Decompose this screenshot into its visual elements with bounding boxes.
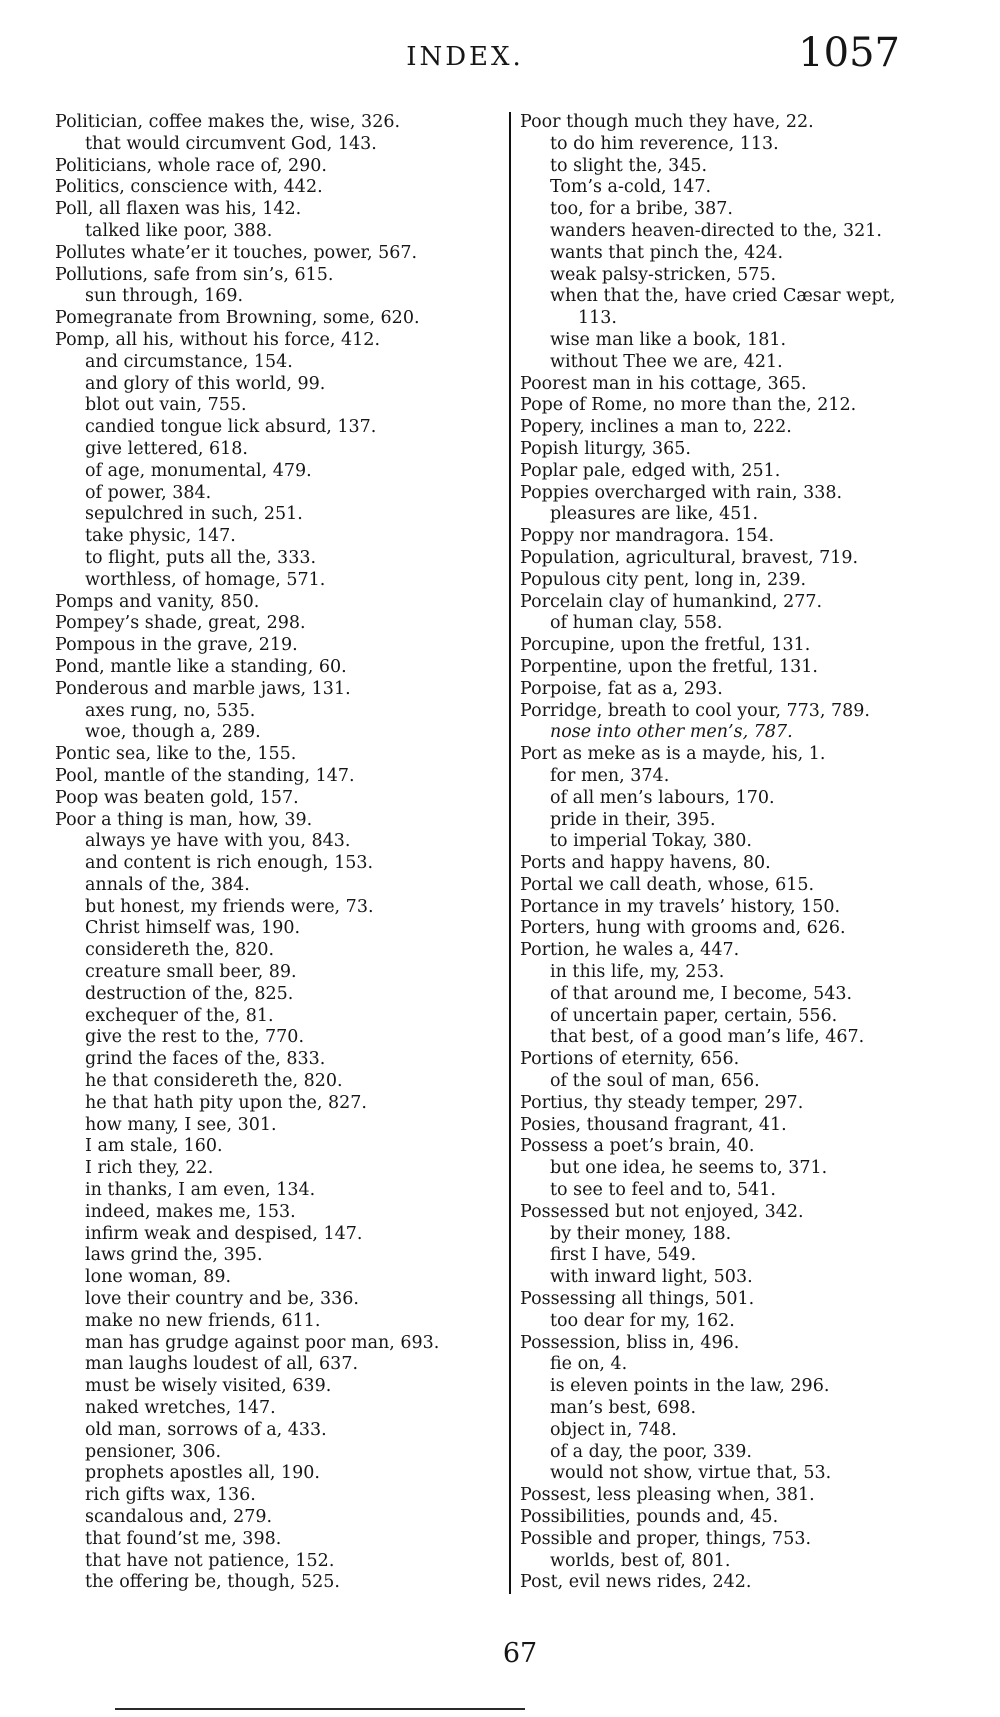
index-entry: and glory of this world, 99. bbox=[85, 373, 326, 394]
index-entry: take physic, 147. bbox=[85, 526, 236, 547]
index-entry: destruction of the, 825. bbox=[85, 983, 294, 1004]
index-entry: with inward light, 503. bbox=[550, 1267, 753, 1288]
index-entry: Populous city pent, long in, 239. bbox=[520, 569, 807, 590]
index-entry: old man, sorrows of a, 433. bbox=[85, 1419, 327, 1440]
index-entry: wise man like a book, 181. bbox=[550, 329, 787, 350]
index-entry: man has grudge against poor man, 693. bbox=[85, 1332, 440, 1353]
index-entry: Poop was beaten gold, 157. bbox=[55, 787, 299, 808]
index-entry: nose into other men’s, 787. bbox=[550, 722, 793, 743]
index-entry: and content is rich enough, 153. bbox=[85, 853, 374, 874]
index-entry: that best, of a good man’s life, 467. bbox=[550, 1027, 865, 1048]
index-entry: of power, 384. bbox=[85, 482, 212, 503]
index-entry: in this life, my, 253. bbox=[550, 962, 725, 983]
index-entry: to do him reverence, 113. bbox=[550, 133, 779, 154]
index-entry: without Thee we are, 421. bbox=[550, 351, 783, 372]
index-entry: Politics, conscience with, 442. bbox=[55, 177, 323, 198]
index-entry: that found’st me, 398. bbox=[85, 1528, 282, 1549]
index-entry: sun through, 169. bbox=[85, 286, 244, 307]
index-entry: by their money, 188. bbox=[550, 1223, 732, 1244]
index-entry: wants that pinch the, 424. bbox=[550, 242, 784, 263]
index-entry: of uncertain paper, certain, 556. bbox=[550, 1005, 838, 1026]
index-column-left bbox=[55, 112, 511, 1594]
index-entry: Portions of eternity, 656. bbox=[520, 1049, 740, 1070]
index-entry: laws grind the, 395. bbox=[85, 1245, 263, 1266]
index-entry: talked like poor, 388. bbox=[85, 220, 273, 241]
index-entry: Portance in my travels’ history, 150. bbox=[520, 896, 841, 917]
index-entry: weak palsy-stricken, 575. bbox=[550, 264, 777, 285]
index-entry: woe, though a, 289. bbox=[85, 722, 261, 743]
index-entry: the offering be, though, 525. bbox=[85, 1572, 340, 1593]
index-entry: Pomp, all his, without his force, 412. bbox=[55, 329, 381, 350]
index-entry: and circumstance, 154. bbox=[85, 351, 293, 372]
index-entry: that have not patience, 152. bbox=[85, 1550, 335, 1571]
index-entry: too, for a bribe, 387. bbox=[550, 199, 733, 220]
index-entry: that would circumvent God, 143. bbox=[85, 133, 377, 154]
index-entry: to imperial Tokay, 380. bbox=[550, 831, 752, 852]
index-entry: pride in their, 395. bbox=[550, 809, 716, 830]
index-entry: Porcelain clay of humankind, 277. bbox=[520, 591, 823, 612]
index-entry: Poor though much they have, 22. bbox=[520, 112, 814, 132]
index-entry: naked wretches, 147. bbox=[85, 1398, 276, 1419]
index-entry: Possest, less pleasing when, 381. bbox=[520, 1485, 815, 1506]
index-entry: of a day, the poor, 339. bbox=[550, 1441, 752, 1462]
index-entry: I rich they, 22. bbox=[85, 1158, 214, 1179]
index-entry: make no new friends, 611. bbox=[85, 1310, 321, 1331]
index-entry: indeed, makes me, 153. bbox=[85, 1201, 296, 1222]
index-entry: always ye have with you, 843. bbox=[85, 831, 351, 852]
index-entry: considereth the, 820. bbox=[85, 940, 275, 961]
index-entry: Portion, he wales a, 447. bbox=[520, 940, 740, 961]
index-entry: fie on, 4. bbox=[550, 1354, 628, 1375]
index-entry: when that the, have cried Cæsar wept, bbox=[550, 286, 896, 307]
index-column-right bbox=[511, 112, 985, 1594]
index-entry: I am stale, 160. bbox=[85, 1136, 223, 1157]
index-entry: Population, agricultural, bravest, 719. bbox=[520, 547, 859, 568]
index-entry: Pomegranate from Browning, some, 620. bbox=[55, 308, 420, 329]
index-entry: how many, I see, 301. bbox=[85, 1114, 277, 1135]
index-entry: 113. bbox=[578, 308, 617, 329]
index-entry: Poppy nor mandragora. 154. bbox=[520, 526, 775, 547]
index-entry: Possible and proper, things, 753. bbox=[520, 1528, 812, 1549]
index-entry: Possessing all things, 501. bbox=[520, 1289, 755, 1310]
index-entry: Pontic sea, like to the, 155. bbox=[55, 744, 297, 765]
index-entry: sepulchred in such, 251. bbox=[85, 504, 303, 525]
index-entry: Post, evil news rides, 242. bbox=[520, 1572, 752, 1593]
index-entry: Pool, mantle of the standing, 147. bbox=[55, 765, 355, 786]
index-entry: give the rest to the, 770. bbox=[85, 1027, 305, 1048]
index-entry: Pomps and vanity, 850. bbox=[55, 591, 260, 612]
index-entry: Port as meke as is a mayde, his, 1. bbox=[520, 744, 826, 765]
index-entry: but honest, my friends were, 73. bbox=[85, 896, 374, 917]
index-entry: Politician, coffee makes the, wise, 326. bbox=[55, 112, 401, 132]
index-entry: Porters, hung with grooms and, 626. bbox=[520, 918, 846, 939]
index-entry: he that considereth the, 820. bbox=[85, 1071, 343, 1092]
index-entry: but one idea, he seems to, 371. bbox=[550, 1158, 828, 1179]
page-number: 1057 bbox=[798, 30, 900, 76]
index-entry: pensioner, 306. bbox=[85, 1441, 222, 1462]
index-entry: annals of the, 384. bbox=[85, 874, 250, 895]
index-entry: prophets apostles all, 190. bbox=[85, 1463, 320, 1484]
index-entry: exchequer of the, 81. bbox=[85, 1005, 274, 1026]
index-entry: give lettered, 618. bbox=[85, 438, 248, 459]
index-entry: Tom’s a-cold, 147. bbox=[550, 177, 712, 198]
index-entry: grind the faces of the, 833. bbox=[85, 1049, 326, 1070]
index-entry: Poorest man in his cottage, 365. bbox=[520, 373, 807, 394]
index-entry: candied tongue lick absurd, 137. bbox=[85, 417, 377, 438]
index-entry: worthless, of homage, 571. bbox=[85, 569, 326, 590]
index-entry: of all men’s labours, 170. bbox=[550, 787, 775, 808]
signature-number: 67 bbox=[502, 1638, 538, 1669]
index-entry: blot out vain, 755. bbox=[85, 395, 247, 416]
index-entry: Pollutes whate’er it touches, power, 567. bbox=[55, 242, 418, 263]
index-entry: Pompous in the grave, 219. bbox=[55, 635, 298, 656]
index-entry: Porcupine, upon the fretful, 131. bbox=[520, 635, 811, 656]
index-entry: Poor a thing is man, how, 39. bbox=[55, 809, 313, 830]
index-entry: Porpentine, upon the fretful, 131. bbox=[520, 656, 818, 677]
index-entry: man’s best, 698. bbox=[550, 1398, 697, 1419]
index-entry: Popery, inclines a man to, 222. bbox=[520, 417, 792, 438]
index-entry: Pollutions, safe from sin’s, 615. bbox=[55, 264, 334, 285]
index-entry: is eleven points in the law, 296. bbox=[550, 1376, 830, 1397]
index-entry: Poplar pale, edged with, 251. bbox=[520, 460, 781, 481]
index-entry: wanders heaven-directed to the, 321. bbox=[550, 220, 882, 241]
index-entry: worlds, best of, 801. bbox=[550, 1550, 731, 1571]
index-entry: creature small beer, 89. bbox=[85, 962, 297, 983]
page-title: INDEX. bbox=[406, 42, 524, 72]
index-entry: Poppies overcharged with rain, 338. bbox=[520, 482, 843, 503]
index-entry: to flight, puts all the, 333. bbox=[85, 547, 317, 568]
index-entry: scandalous and, 279. bbox=[85, 1507, 273, 1527]
index-entry: of age, monumental, 479. bbox=[85, 460, 312, 481]
index-entry: Christ himself was, 190. bbox=[85, 918, 301, 939]
index-entry: first I have, 549. bbox=[550, 1245, 697, 1266]
index-entry: lone woman, 89. bbox=[85, 1267, 232, 1288]
index-entry: for men, 374. bbox=[550, 765, 670, 786]
index-entry: Posies, thousand fragrant, 41. bbox=[520, 1114, 787, 1135]
index-entry: Portal we call death, whose, 615. bbox=[520, 874, 815, 895]
index-entry: Poll, all flaxen was his, 142. bbox=[55, 199, 302, 220]
index-entry: Porridge, breath to cool your, 773, 789. bbox=[520, 700, 870, 721]
index-entry: of that around me, I become, 543. bbox=[550, 983, 853, 1004]
index-entry: Pompey’s shade, great, 298. bbox=[55, 613, 306, 634]
index-columns bbox=[55, 112, 985, 1594]
index-entry: must be wisely visited, 639. bbox=[85, 1376, 332, 1397]
index-entry: Ponderous and marble jaws, 131. bbox=[55, 678, 351, 699]
index-entry: of the soul of man, 656. bbox=[550, 1071, 760, 1092]
index-entry: object in, 748. bbox=[550, 1419, 677, 1440]
index-entry: rich gifts wax, 136. bbox=[85, 1485, 256, 1506]
index-entry: Pond, mantle like a standing, 60. bbox=[55, 656, 347, 677]
index-entry: he that hath pity upon the, 827. bbox=[85, 1092, 367, 1113]
index-entry: to slight the, 345. bbox=[550, 155, 708, 176]
index-entry: Possession, bliss in, 496. bbox=[520, 1332, 740, 1353]
index-entry: Porpoise, fat as a, 293. bbox=[520, 678, 723, 699]
index-entry: Pope of Rome, no more than the, 212. bbox=[520, 395, 857, 416]
index-entry: Possessed but not enjoyed, 342. bbox=[520, 1201, 804, 1222]
index-entry: of human clay, 558. bbox=[550, 613, 723, 634]
index-entry: Possess a poet’s brain, 40. bbox=[520, 1136, 755, 1157]
index-entry: Politicians, whole race of, 290. bbox=[55, 155, 327, 176]
index-entry: Portius, thy steady temper, 297. bbox=[520, 1092, 804, 1113]
index-entry: Possibilities, pounds and, 45. bbox=[520, 1507, 779, 1527]
index-entry: man laughs loudest of all, 637. bbox=[85, 1354, 359, 1375]
index-entry: Popish liturgy, 365. bbox=[520, 438, 691, 459]
index-entry: Ports and happy havens, 80. bbox=[520, 853, 771, 874]
index-entry: love their country and be, 336. bbox=[85, 1289, 359, 1310]
index-entry: axes rung, no, 535. bbox=[85, 700, 256, 721]
index-entry: in thanks, I am even, 134. bbox=[85, 1180, 316, 1201]
index-entry: would not show, virtue that, 53. bbox=[550, 1463, 832, 1484]
scan-edge-line bbox=[115, 1708, 525, 1710]
index-entry: to see to feel and to, 541. bbox=[550, 1180, 776, 1201]
index-entry: pleasures are like, 451. bbox=[550, 504, 759, 525]
index-entry: too dear for my, 162. bbox=[550, 1310, 735, 1331]
index-entry: infirm weak and despised, 147. bbox=[85, 1223, 363, 1244]
